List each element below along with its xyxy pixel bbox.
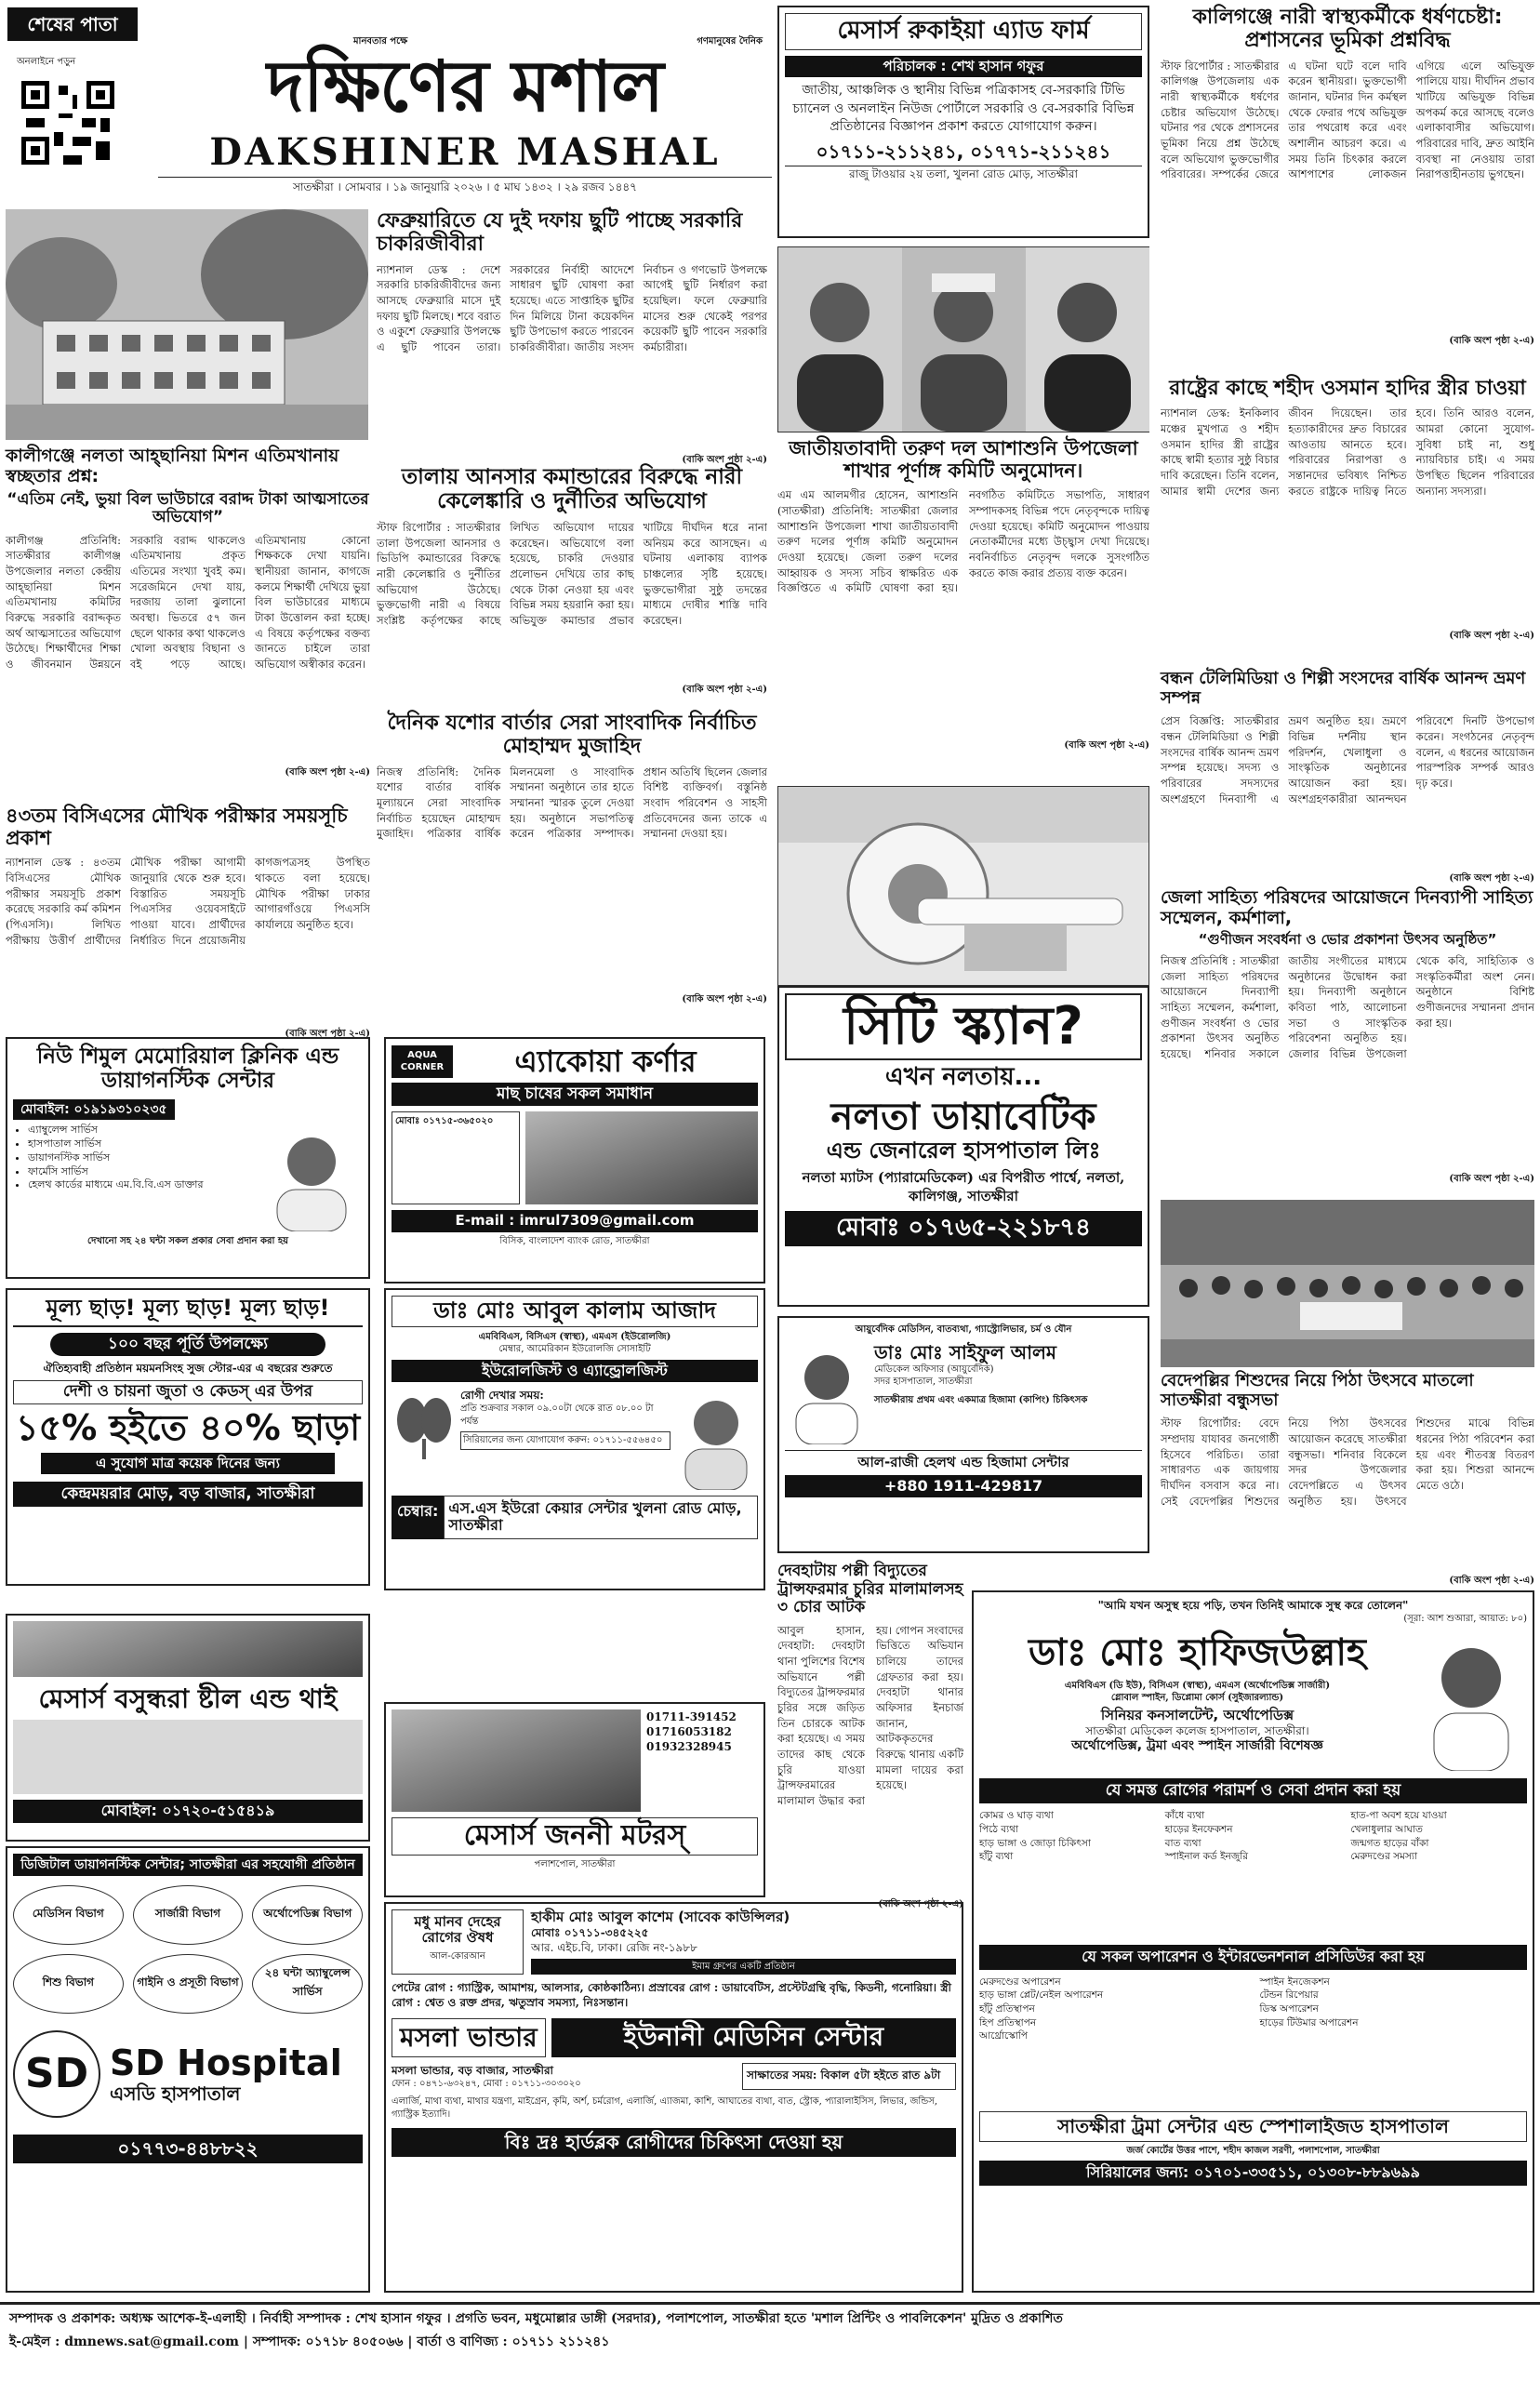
footer-email-link[interactable]: dmnews.sat@gmail.com: [64, 2334, 239, 2349]
story-ansar-continued: (বাকি অংশ পৃষ্ঠা ২-এ): [682, 684, 767, 695]
ad-rukaiya-phone: ০১৭১১-২১১২৪১, ০১৭৭১-২১১২৪১: [816, 140, 1111, 163]
service-item: স্পাইনাল কর্ড ইনজুরি: [1164, 1851, 1248, 1863]
service-item: জন্মগত হাড়ের বাঁকা: [1350, 1837, 1429, 1849]
ad-hafiz-center-address: জর্জ কোর্টের উত্তর পাশে, শহীদ কাজল সরণী, পলাশপোল, সাতক্ষীরা: [1126, 2145, 1380, 2156]
ad-hafiz-fellowship: গ্লোবাল স্পাইন, ডিপ্লোমা কোর্স (সুইজারল্যান্ড): [1110, 1693, 1284, 1704]
story-transformer: [777, 1563, 963, 1935]
story-transformer-body: আবুল হাসান, দেবহাটা: দেবহাটা থানা পুলিশের বিশেষ অভিযানে পল্লী বিদ্যুতের ট্রান্সফরমার চুরির সঙ্গে জড়িত তিন চোরকে আটক করা হয়েছে। এ সময় তাদের কাছ থেকে চুরি যাওয়া ট্রান্সফরমারের মালামাল উদ্ধার করা হয়। গোপন সংবাদের ভিত্তিতে অভিযান চালিয়ে তাদের গ্রেফতার করা হয়। দেবহাটা থানার অফিসার ইনচার্জ জানান, আটককৃতদের বিরুদ্ধে থানায় একটি মামলা দায়ের করা হয়েছে।: [777, 1623, 963, 1808]
service-item: কাঁধে ব্যথা: [1164, 1810, 1205, 1822]
ad-hafiz-quote-ref: (সূরা: আশ শুআরা, আয়াত: ৮০): [1403, 1614, 1527, 1625]
ad-city-scan-address: নলতা ম্যাটস (প্যারামেডিকেল) এর বিপরীত পার্শ্বে, নলতা, কালিগঞ্জ, সাতক্ষীরা: [802, 1168, 1125, 1205]
orphanage-photo: [6, 209, 368, 440]
story-telemedia: [1161, 670, 1534, 884]
story-pitha: [1161, 1372, 1534, 1586]
ad-azad-hours: প্রতি শুক্রবার সকাল ০৯.০০টা থেকে রাত ০৮.০০ টা পর্যন্ত: [460, 1403, 654, 1427]
ad-shimul-service: • হেলথ কার্ডের মাধ্যমে এম.বি.বি.এস ডাক্তার: [28, 1178, 260, 1192]
department-cell: অর্থোপেডিক্স বিভাগ: [252, 1885, 363, 1945]
story-ansar-headline: তালায় আনসার কমান্ডারের বিরুদ্ধে নারী কেলেঙ্কারি ও দুর্নীতির অভিযোগ: [401, 465, 743, 514]
ad-unani: [384, 1902, 963, 2293]
ad-hafiz-services: [979, 1809, 1527, 1939]
operation-item: স্পাইন ইনজেকশন: [1259, 1975, 1330, 1988]
story-orphanage-continued: (বাকি অংশ পৃষ্ঠা ২-এ): [285, 766, 370, 778]
ad-hafiz-degrees: এমবিবিএস (ডি ইউ), বিসিএস (স্বাস্থ্য), এমএস (অর্থোপেডিক্স সার্জারী): [1064, 1680, 1331, 1691]
footer-imprint: সম্পাদক ও প্রকাশক: অধ্যক্ষ আশেক-ই-এলাহী । নির্বাহী সম্পাদক : শেখ হাসান গফুর । প্রগতি ভবন, মধুমোল্লার ডাঙ্গী (সরদার), পলাশপোল, সাতক্ষীরা হতে 'মশাল প্রিন্টিং ও পাবলিকেশন' মুদ্রিত ও প্রকাশিত ই-মেইল : dmnews.sat@gmail.com | সম্পাদক: ০১৭১৮ ৪০৫০৬৬ | বার্তা ও বাণিজ্য : ০১৭১১ ২১১২৪১: [0, 2302, 1540, 2381]
ad-saiful-hospital: সদর হাসপাতাল, সাতক্ষীরা: [874, 1377, 973, 1387]
ad-digital-title: ডিজিটাল ডায়াগনস্টিক সেন্টার; সাতক্ষীরা এর সহযোগী প্রতিষ্ঠান: [13, 1854, 363, 1876]
motorcycles-photo: [392, 1709, 641, 1812]
story-tarun-dal-body: এম এম আলমগীর হোসেন, আশাশুনি (সাতক্ষীরা) প্রতিনিধি: সাতক্ষীরা জেলার আশাশুনি উপজেলা শাখা জাতীয়তাবাদী তরুণ দলের পূর্ণাঙ্গ কমিটি অনুমোদন দেওয়া হয়েছে। জেলা তরুণ দলের আহ্বায়ক ও সদস্য সচিব স্বাক্ষরিত এক বিজ্ঞপ্তিতে এ কমিটি ঘোষণা করা হয়। নবগঠিত কমিটিতে সভাপতি, সাধারণ সম্পাদকসহ বিভিন্ন পদে নেতৃবৃন্দকে দায়িত্ব দেওয়া হয়েছে। কমিটি অনুমোদন পাওয়ায় নেতাকর্মীদের মধ্যে উচ্ছ্বাস দেখা দিয়েছে। নবনির্বাচিত নেতৃবৃন্দ দলকে সুসংগঠিত করতে কাজ করার প্রত্যয় ব্যক্ত করেন।: [777, 488, 1149, 595]
story-journalist-headline: দৈনিক যশোর বার্তার সেরা সাংবাদিক নির্বাচিত মোহাম্মদ মুজাহিদ: [387, 712, 757, 759]
story-kaliganj-nurse-body: স্টাফ রিপোর্টার : সাতক্ষীরার কালিগঞ্জ উপজেলায় এক নারী স্বাস্থ্যকর্মীকে ধর্ষণের চেষ্টার অভিযোগ উঠেছে। ঘটনার পর থেকে প্রশাসনের ভূমিকা নিয়ে প্রশ্ন উঠেছে বলে অভিযোগ ভুক্তভোগীর পরিবারের। সম্পর্কের জেরে এ ঘটনা ঘটে বলে দাবি করেন স্থানীয়রা। ভুক্তভোগী জানান, ঘটনার দিন কর্মস্থল থেকে ফেরার পথে অভিযুক্ত তার পথরোধ করে এবং অশালীন আচরণ করে। এ সময় তিনি চিৎকার করলে আশপাশের লোকজন এগিয়ে এলে অভিযুক্ত পালিয়ে যায়। দীর্ঘদিন প্রভাব খাটিয়ে অভিযুক্ত বিভিন্ন অপকর্ম করে আসছে বলেও এলাকাবাসীর অভিযোগ। পরিবারের দাবি, দ্রুত আইনি ব্যবস্থা না নেওয়ায় তারা নিরাপত্তাহীনতায় ভুগছেন।: [1161, 59, 1534, 181]
masthead-tag-left: মানবতার পক্ষে: [353, 36, 408, 47]
story-holidays-headline: ফেব্রুয়ারিতে যে দুই দফায় ছুটি পাচ্ছে সরকারি চাকরিজীবীরা: [377, 209, 743, 257]
ad-saiful-name: ডাঃ মোঃ সাইফুল আলম: [874, 1340, 1057, 1363]
service-item: কোমর ও ঘাড় ব্যথা: [979, 1810, 1054, 1822]
story-kaliganj-nurse-headline: কালিগঞ্জে নারী স্বাস্থ্যকর্মীকে ধর্ষণচেষ্টা: প্রশাসনের ভূমিকা প্রশ্নবিদ্ধ: [1192, 6, 1503, 53]
ad-aqua-address: বিসিক, বাংলাদেশ ব্যাংক রোড, সাতক্ষীরা: [499, 1235, 650, 1246]
story-orphanage: [6, 446, 370, 800]
story-tarun-dal-headline: জাতীয়তাবাদী তরুণ দল আশাশুনি উপজেলা শাখার পূর্ণাঙ্গ কমিটি অনুমোদন।: [789, 437, 1138, 483]
ad-discount-address: কেন্দ্রময়রার মোড়, বড় বাজার, সাতক্ষীরা: [13, 1482, 363, 1508]
ad-azad-degrees: এমবিবিএস, বিসিএস (স্বাস্থ্য), এমএস (ইউরোলজি): [478, 1331, 671, 1342]
ad-discount: [6, 1288, 370, 1586]
ad-unani-diseases: এলার্জি, মাথা ব্যথা, মাথার যন্ত্রণা, মাইগ্রেন, কৃমি, অর্শ, চর্মরোগ, এলার্জি, এ্যাজমা, কাশি, আঘাতের ব্যথা, বাত, স্ট্রোক, প্যারালাইসিস, লিভার, জন্ডিস, গ্যাস্ট্রিক ইত্যাদি।: [392, 2096, 938, 2120]
ad-unani-left-sub: আল-কোরআন: [430, 1950, 485, 1962]
ad-hafiz-center: সাতক্ষীরা ট্রমা সেন্টার এন্ড স্পেশালাইজড হাসপাতাল: [979, 2111, 1527, 2142]
ad-azad-chamber-label: চেম্বার:: [392, 1496, 444, 1539]
ad-hafiz-operations-title: যে সকল অপারেশন ও ইন্টারভেনশনাল প্রসিডিউর করা হয়: [979, 1945, 1527, 1969]
ad-rukaiya-body: জাতীয়, আঞ্চলিক ও স্থানীয় বিভিন্ন পত্রিকাসহ বে-সরকারি টিভি চ্যানেল ও অনলাইন নিউজ পোর্টালে সরকারি ও বে-সরকারি বিভিন্ন প্রতিষ্ঠানের বিজ্ঞাপন প্রকাশ করতে যোগাযোগ করুন।: [792, 83, 1135, 135]
service-item: বাত ব্যথা: [1164, 1837, 1201, 1849]
ad-unani-hours: সাক্ষাতের সময়: বিকাল ৫টা হইতে রাত ৯টা: [742, 2063, 956, 2091]
ad-saiful-intro: আয়ুর্বেদিক মেডিসিন, বাতব্যথা, গ্যাস্ট্রোলিভার, চর্ম ও যৌন: [855, 1324, 1072, 1335]
ad-unani-doctor-phone: মোবাঃ ০১৭১১-৩৪৫২২৫: [531, 1926, 649, 1940]
ad-steel-phone: মোবাইল: ০১৭২০-৫১৫৪১৯: [13, 1800, 363, 1822]
story-hadi-body: ন্যাশনাল ডেস্ক: ইনকিলাব মঞ্চের মুখপাত্র ও শহীদ ওসমান হাদির স্ত্রী রাষ্ট্রের কাছে স্বামী হত্যার সুষ্ঠু বিচার দাবি করেছেন। তিনি বলেন, আমার স্বামী দেশের জন্য জীবন দিয়েছেন। তার হত্যাকারীদের দ্রুত বিচারের আওতায় আনতে হবে। পরিবারের নিরাপত্তা ও সন্তানদের ভবিষ্যৎ নিশ্চিত করতে রাষ্ট্রকে দায়িত্ব নিতে হবে। তিনি আরও বলেন, আমরা কোনো সুযোগ-সুবিধা চাই না, শুধু ন্যায়বিচার চাই। এ সময় উপস্থিত ছিলেন পরিবারের অন্যান্য সদস্যরা।: [1161, 406, 1534, 498]
ad-saiful-tagline: সাতক্ষীরায় প্রথম এবং একমাত্র হিজামা (কাপিং) চিকিৎসক: [874, 1394, 1088, 1405]
ad-city-scan-line1: এখন নলতায়...: [884, 1063, 1042, 1092]
operation-item: হিপ প্রতিস্থাপন: [979, 2016, 1037, 2029]
ad-motors-phone: 01716053182: [646, 1725, 732, 1739]
department-cell: সার্জারী বিভাগ: [133, 1885, 244, 1945]
operation-item: হাঁটু প্রতিস্থাপন: [979, 2003, 1035, 2015]
ad-steel: [6, 1614, 370, 1842]
story-holidays-body: ন্যাশনাল ডেস্ক : দেশে সরকারি চাকরিজীবীদের জন্য আসছে ফেব্রুয়ারি মাসে দুই দফায় ছুটি মিলছে। শবে বরাত ও একুশে ফেব্রুয়ারি উপলক্ষে এ ছুটি পাবেন তারা। সরকারের নির্বাহী আদেশে সাধারণ ছুটি ঘোষণা করা হয়েছে। এতে সাপ্তাহিক ছুটির দিন মিলিয়ে টানা কয়েকদিন ছুটি উপভোগ করতে পারবেন চাকরিজীবীরা। জাতীয় সংসদ নির্বাচন ও গণভোট উপলক্ষে আগেই ছুটি নির্ধারণ করা হয়েছিল। ফলে ফেব্রুয়ারি মাসের শুরু থেকেই পরপর কয়েকটি ছুটি পাবেন সরকারি কর্মচারীরা।: [377, 262, 767, 353]
masthead-tag-right: গণমানুষের দৈনিক: [697, 36, 763, 47]
story-literature: [1161, 888, 1534, 1195]
ad-aqua-email: E-mail : imrul7309@gmail.com: [392, 1210, 758, 1231]
portrait-2: [902, 247, 1026, 432]
story-pitha-body: স্টাফ রিপোর্টার: বেদে সম্প্রদায় যাযাবর জনগোষ্ঠী হিসেবে পরিচিত। তারা সাধারণত এক জায়গায় দীর্ঘদিন বসবাস করে না। সেই বেদেপল্লির শিশুদের নিয়ে পিঠা উৎসবের আয়োজন করেছে সাতক্ষীরা বন্ধুসভা। শনিবার বিকেলে সদর উপজেলার বেদেপল্লিতে এ উৎসব অনুষ্ঠিত হয়। উৎসবে শিশুদের মাঝে বিভিন্ন ধরনের পিঠা পরিবেশন করা হয় এবং শীতবস্ত্র বিতরণ করা হয়। শিশুরা আনন্দে মেতে ওঠে।: [1161, 1417, 1534, 1508]
service-item: হাঁটু ব্যথা: [979, 1851, 1014, 1863]
story-telemedia-headline: বন্ধন টেলিমিডিয়া ও শিল্পী সংসদের বার্ষিক আনন্দ ভ্রমণ সম্পন্ন: [1161, 669, 1526, 708]
ad-hafiz-serial: সিরিয়ালের জন্য: ০১৭০১-৩৩৫১১, ০১৩০৮-৮৮৯৬৯৯: [979, 2161, 1527, 2185]
story-tarun-dal-continued: (বাকি অংশ পৃষ্ঠা ২-এ): [1064, 740, 1149, 752]
ad-aqua-subtitle: মাছ চাষের সকল সমাধান: [392, 1083, 758, 1107]
story-literature-headline: জেলা সাহিত্য পরিষদের আয়োজনে দিনব্যাপী সাহিত্য সম্মেলন, কর্মশালা,: [1161, 887, 1533, 928]
ad-rukaiya-owner: পরিচালক : শেখ হাসান গফুর: [785, 56, 1142, 77]
operation-item: ডিস্ক অপারেশন: [1259, 2003, 1319, 2015]
story-ansar: [377, 465, 767, 707]
ad-shimul-note: দেখানো সহ ২৪ ঘন্টা সকল প্রকার সেবা প্রদান করা হয়: [87, 1235, 288, 1246]
ad-rukaiya-address: রাজু টাওয়ার ২য় তলা, খুলনা রোড মোড়, সাতক্ষীরা: [785, 166, 1142, 181]
online-label: অনলাইনে পড়ুন: [17, 57, 76, 67]
ad-unani-footer: বিঃ দ্রঃ হার্ডব্লক রোগীদের চিকিৎসা দেওয়া হয়: [392, 2128, 956, 2157]
ct-scan-photo: [777, 786, 1149, 986]
ad-shimul-title: নিউ শিমুল মেমোরিয়াল ক্লিনিক এন্ড ডায়াগনস্টিক সেন্টার: [36, 1044, 339, 1094]
ad-azad-chamber: এস.এস ইউরো কেয়ার সেন্টার খুলনা রোড মোড়, সাতক্ষীরা: [444, 1496, 758, 1539]
story-telemedia-continued: (বাকি অংশ পৃষ্ঠা ২-এ): [1449, 873, 1534, 885]
service-item: হাড় ভাঙ্গা ও জোড়া চিকিৎসা: [979, 1837, 1091, 1849]
story-bcs-body: ন্যাশনাল ডেস্ক : ৪৩তম বিসিএসের মৌখিক পরীক্ষার সময়সূচি প্রকাশ করেছে সরকারি কর্ম কমিশন (পিএসসি)। লিখিত পরীক্ষায় উত্তীর্ণ প্রার্থীদের মৌখিক পরীক্ষা আগামী জানুয়ারি থেকে শুরু হবে। বিস্তারিত সময়সূচি পিএসসির ওয়েবসাইটে পাওয়া যাবে। প্রার্থীদের নির্ধারিত দিনে প্রয়োজনীয় কাগজপত্রসহ উপস্থিত থাকতে বলা হয়েছে। মৌখিক পরীক্ষা ঢাকার আগারগাঁওয়ে পিএসসি কার্যালয়ে অনুষ্ঠিত হবে।: [6, 856, 370, 947]
ad-aqua-title: এ্যাকোয়া কর্ণার: [514, 1044, 697, 1079]
story-kaliganj-nurse: [1161, 6, 1534, 374]
kidney-icon: [392, 1388, 457, 1462]
tarun-dal-photos: [777, 246, 1149, 432]
page-label: শেষের পাতা: [7, 7, 138, 41]
operation-item: আর্থ্রোস্কোপি: [979, 2030, 1028, 2042]
ad-motors-title: মেসার্স জননী মটরস্: [392, 1817, 758, 1856]
story-holidays-continued: (বাকি অংশ পৃষ্ঠা ২-এ): [682, 454, 767, 465]
ad-hafiz-name: ডাঃ মোঃ হাফিজউল্লাহ: [1029, 1630, 1366, 1674]
ad-discount-offer: ১৫% হইতে ৪০% ছাড়া: [15, 1406, 361, 1448]
department-cell: মেডিসিন বিভাগ: [13, 1885, 124, 1945]
story-orphanage-subhead: “এতিম নেই, ভুয়া বিল ভাউচারে বরাদ্দ টাকা আত্মসাতের অভিযোগ”: [7, 489, 369, 527]
ad-shimul-services: [13, 1124, 260, 1231]
ad-saiful-center: আল-রাজী হেলথ এন্ড হিজামা সেন্টার: [785, 1450, 1142, 1470]
steel-photo: [13, 1621, 363, 1677]
ad-discount-items: দেশী ও চায়না জুতা ও কেডস্ এর উপর: [13, 1380, 363, 1404]
portrait-1: [778, 247, 902, 432]
ad-dr-saiful: [777, 1316, 1149, 1553]
ad-hafiz-quote: "আমি যখন অসুস্থ হয়ে পড়ি, তখন তিনিই আমাকে সুস্থ করে তোলেন": [1097, 1599, 1409, 1612]
ad-hafiz-portrait: [1415, 1631, 1527, 1771]
story-pitha-headline: বেদেপল্লির শিশুদের নিয়ে পিঠা উৎসবে মাতলো সাতক্ষীরা বন্ধুসভা: [1161, 1371, 1474, 1410]
ad-dr-azad: [384, 1288, 765, 1590]
footer-ad-phone: বার্তা ও বাণিজ্য : ০১৭১১ ২১১২৪১: [417, 2334, 610, 2349]
ad-azad-hours-label: রোগী দেখার সময়:: [460, 1388, 544, 1402]
story-hadi-headline: রাষ্ট্রের কাছে শহীদ ওসমান হাদির স্ত্রীর চাওয়া: [1169, 377, 1526, 400]
footer-email-label: ই-মেইল :: [9, 2334, 60, 2349]
ad-dr-hafiz: [972, 1590, 1534, 2293]
ad-motors: [384, 1702, 765, 1897]
ad-shimul-service: • এ্যাম্বুলেন্স সার্ভিস: [28, 1124, 260, 1137]
story-bcs-continued: (বাকি অংশ পৃষ্ঠা ২-এ): [285, 1029, 370, 1040]
department-cell: ২৪ ঘন্টা অ্যাম্বুলেন্স সার্ভিস: [252, 1954, 363, 2014]
story-hadi: [1161, 377, 1534, 665]
ad-hafiz-operations: [979, 1975, 1527, 2106]
ad-shimul-service: • ফার্মেসি সার্ভিস: [28, 1165, 260, 1179]
story-transformer-headline: দেবহাটায় পল্লী বিদ্যুতের ট্রান্সফরমার চুরির মালামালসহ ৩ চোর আটক: [777, 1562, 963, 1617]
ad-city-scan-name: নলতা ডায়াবেটিক: [830, 1096, 1096, 1139]
ad-city-scan-title: সিটি স্ক্যান?: [785, 993, 1142, 1060]
story-transformer-continued: (বাকি অংশ পৃষ্ঠা ২-এ): [878, 1898, 963, 1909]
sd-logo-icon: SD: [13, 2030, 100, 2118]
ad-unani-name2: ইউনানী মেডিসিন সেন্টার: [551, 2018, 956, 2057]
story-orphanage-body: কালীগঞ্জ প্রতিনিধি: সাতক্ষীরার কালীগঞ্জ উপজেলার নলতা কেন্দ্রীয় আহ্ছানিয়া মিশন এতিমখানায় কমিটির বিরুদ্ধে সরকারি বরাদ্দকৃত অর্থ আত্মসাতের অভিযোগ উঠেছে। শিক্ষার্থীদের শিক্ষা ও জীবনমান উন্নয়নে সরকারি বরাদ্দ থাকলেও এতিমখানায় প্রকৃত এতিমের সংখ্যা খুবই কম। সরেজমিনে দেখা যায়, দরজায় তালা ঝুলানো অবস্থা। ভিতরে ৫৭ জন ছেলে থাকার কথা থাকলেও খোলা অবস্থায় বিছানা ও বই পড়ে আছে। এতিমখানায় কোনো শিক্ষককে দেখা যায়নি। স্থানীয়রা জানান, কাগজে কলমে শিক্ষার্থী দেখিয়ে ভুয়া বিল ভাউচারের মাধ্যমে টাকা উত্তোলন করা হচ্ছে। এ বিষয়ে কর্তৃপক্ষের বক্তব্য জানতে চাইলে তারা অভিযোগ অস্বীকার করেন।: [6, 533, 370, 672]
ad-discount-limited: এ সুযোগ মাত্র কয়েক দিনের জন্য: [41, 1453, 335, 1474]
aqua-product-photo: [525, 1111, 758, 1204]
ad-aqua-corner: [384, 1037, 765, 1284]
story-holidays: [377, 209, 767, 465]
ad-shimul-service: • হাসপাতাল সার্ভিস: [28, 1137, 260, 1151]
rally-photo: [1161, 1200, 1534, 1367]
ad-azad-name: ডাঃ মোঃ আবুল কালাম আজাদ: [392, 1296, 758, 1327]
ad-digital-hospital: SD Hospital: [110, 2042, 342, 2083]
ad-city-scan-phone: মোবাঃ ০১৭৬৫-২২১৮৭৪: [785, 1211, 1142, 1246]
ad-unani-name1: মসলা ভান্ডার: [392, 2018, 546, 2057]
ad-discount-occasion: ১০০ বছর পূর্তি উপলক্ষ্যে: [50, 1333, 325, 1357]
portrait-3: [1026, 247, 1149, 432]
masthead-title-en: DAKSHINER MASHAL: [209, 130, 721, 174]
ad-motors-phone: 01932328945: [646, 1740, 732, 1754]
story-bcs-headline: ৪৩তম বিসিএসের মৌখিক পরীক্ষার সময়সূচি প্রকাশ: [6, 805, 348, 850]
story-journalist-body: নিজস্ব প্রতিনিধি: দৈনিক যশোর বার্তার বার্ষিক মূল্যায়নে সেরা সাংবাদিক নির্বাচিত হয়েছেন মোহাম্মদ মুজাহিদ। পত্রিকার বার্ষিক মিলনমেলা ও সাংবাদিক সম্মাননা অনুষ্ঠানে তার হাতে সম্মাননা স্মারক তুলে দেওয়া হয়। অনুষ্ঠানে সভাপতিত্ব করেন পত্রিকার সম্পাদক। প্রধান অতিথি ছিলেন জেলার বিশিষ্ট ব্যক্তিবর্গ। বস্তুনিষ্ঠ সংবাদ পরিবেশন ও সাহসী প্রতিবেদনের জন্য তাকে এ সম্মাননা দেওয়া হয়।: [377, 765, 767, 841]
masthead-title-bn: দক্ষিণের মশাল: [267, 45, 663, 127]
ad-saiful-portrait: [785, 1342, 869, 1444]
ad-unani-phones: ফোন : ০৪৭১-৬৩২৪৭, মোবা : ০১৭১১-৩০৩০২০: [392, 2078, 581, 2089]
operation-item: টেন্ডন রিপেয়ার: [1259, 1989, 1319, 2002]
ad-rukaiya: [777, 6, 1149, 238]
ad-aqua-brand: AQUA CORNER: [392, 1045, 453, 1078]
masthead-dateline: সাতক্ষীরা । সোমবার । ১৯ জানুয়ারি ২০২৬ । ৫ মাঘ ১৪৩২ । ২৯ রজব ১৪৪৭: [158, 177, 772, 194]
ad-discount-shop: ঐতিহ্যবাহী প্রতিষ্ঠান ময়মনসিংহ সুজ স্টোর-এর এ বছরের শুরুতে: [43, 1362, 333, 1376]
ad-unani-group: ইমাম গ্রুপের একটি প্রতিষ্ঠান: [531, 1959, 956, 1975]
ad-azad-specialty: ইউরোলজিস্ট ও এ্যান্ড্রোলজিস্ট: [392, 1360, 758, 1382]
ad-unani-desc: পেটের রোগ : গ্যাস্ট্রিক, আমাশয়, আলসার, কোষ্ঠকাঠিন্য। প্রস্রাবের রোগ : ডায়াবেটিস, প্রস্টেটগ্রন্থি বৃদ্ধি, কিডনী, গনোরিয়া। স্ত্রী রোগ : শ্বেত ও রক্ত প্রদর, ঋতুস্রাব সমস্যা, নিঃসন্তান।: [392, 1981, 951, 2010]
service-item: মেরুদণ্ডের সমস্যা: [1350, 1851, 1418, 1863]
story-journalist: [377, 712, 767, 1023]
ad-digital-hospital-bn: এসডি হাসপাতাল: [110, 2082, 241, 2106]
ad-digital-phone: ০১৭৭৩-৪৪৮৮২২: [13, 2135, 363, 2163]
ad-saiful-phone: +880 1911-429817: [785, 1475, 1142, 1497]
ad-saiful-degree: মেডিকেল অফিসার (আয়ুর্বেদিক): [874, 1363, 994, 1375]
ad-digital-diagnostic: [6, 1846, 370, 2293]
ad-shimul-phone: মোবাইল: ০১৯১৯৩১০২৩৫: [13, 1099, 175, 1120]
story-literature-body: নিজস্ব প্রতিনিধি : সাতক্ষীরা জেলা সাহিত্য পরিষদের আয়োজনে দিনব্যাপী সাহিত্য সম্মেলন, কর্মশালা, গুণীজন সংবর্ধনা ও ভোর প্রকাশনা উৎসব অনুষ্ঠিত হয়েছে। শনিবার সকালে জাতীয় সংগীতের মাধ্যমে অনুষ্ঠানের উদ্বোধন করা হয়। দিনব্যাপী অনুষ্ঠানে কবিতা পাঠ, আলোচনা সভা ও সাংস্কৃতিক পরিবেশনা অনুষ্ঠিত হয়। জেলার বিভিন্ন উপজেলা থেকে কবি, সাহিত্যিক ও সংস্কৃতিকর্মীরা অংশ নেন। অনুষ্ঠানে বিশিষ্ট গুণীজনদের সম্মাননা প্রদান করা হয়।: [1161, 953, 1534, 1060]
story-literature-continued: (বাকি অংশ পৃষ্ঠা ২-এ): [1449, 1173, 1534, 1184]
footer-editor-phone: সম্পাদক: ০১৭১৮ ৪০৫০৬৬: [252, 2334, 404, 2349]
department-cell: গাইনি ও প্রসূতী বিভাগ: [133, 1954, 244, 2014]
ad-motors-address: পলাশপোল, সাতক্ষীরা: [534, 1858, 616, 1869]
service-item: পিঠে ব্যথা: [979, 1823, 1019, 1835]
ad-city-scan-name2: এন্ড জেনারেল হাসপাতাল লিঃ: [826, 1137, 1101, 1164]
story-telemedia-body: প্রেস বিজ্ঞপ্তি: সাতক্ষীরার বন্ধন টেলিমিডিয়া ও শিল্পী সংসদের বার্ষিক আনন্দ ভ্রমণ সম্পন্ন হয়েছে। সদস্য ও পরিবারের সদস্যদের অংশগ্রহণে দিনব্যাপী এ ভ্রমণ অনুষ্ঠিত হয়। ভ্রমণে বিভিন্ন দর্শনীয় স্থান পরিদর্শন, খেলাধুলা ও সাংস্কৃতিক অনুষ্ঠানের আয়োজন করা হয়। অংশগ্রহণকারীরা আনন্দঘন পরিবেশে দিনটি উপভোগ করেন। সংগঠনের নেতৃবৃন্দ বলেন, এ ধরনের আয়োজন পারস্পরিক সম্পর্ক আরও দৃঢ় করে।: [1161, 714, 1534, 805]
story-bcs: [6, 805, 370, 1040]
story-orphanage-headline: কালীগঞ্জে নলতা আহ্ছানিয়া মিশন এতিমখানায় স্বচ্ছতার প্রশ্ন:: [6, 446, 339, 486]
ad-motors-phone: 01711-391452: [646, 1710, 737, 1723]
qr-code[interactable]: [17, 76, 119, 169]
story-kaliganj-nurse-continued: (বাকি অংশ পৃষ্ঠা ২-এ): [1449, 335, 1534, 346]
ad-shimul-service: • ডায়াগনস্টিক সার্ভিস: [28, 1151, 260, 1165]
ad-steel-title: মেসার্স বসুন্ধরা ষ্টীল এন্ড থাই: [38, 1683, 338, 1714]
operation-item: মেরুদণ্ডের অপারেশন: [979, 1975, 1061, 1988]
operation-item: হাড়ের টিউমার অপারেশন: [1259, 2016, 1359, 2029]
ad-unani-reg: আর. এইচ.বি, ঢাকা। রেজি নং-১৯৮৮: [531, 1941, 697, 1955]
ad-hafiz-college: সাতক্ষীরা মেডিকেল কলেজ হাসপাতাল, সাতক্ষীরা।: [1085, 1723, 1309, 1737]
ad-hafiz-position: সিনিয়র কনসালটেন্ট, অর্থোপেডিক্স: [1100, 1706, 1294, 1723]
steel-products-strip: [13, 1720, 363, 1794]
service-item: হাত-পা অবশ হয়ে যাওয়া: [1350, 1810, 1447, 1822]
ad-city-scan: [777, 986, 1149, 1307]
ad-discount-banner: মূল্য ছাড়! মূল্য ছাড়! মূল্য ছাড়!: [13, 1296, 363, 1327]
ad-unani-left-title: মধু মানব দেহের রোগের ঔষধ: [414, 1913, 501, 1947]
ad-hafiz-specialty: অর্থোপেডিক্স, ট্রমা এবং স্পাইন সার্জারী বিশেষজ্ঞ: [1071, 1738, 1323, 1754]
ad-unani-address: মসলা ভান্ডার, বড় বাজার, সাতক্ষীরা: [392, 2063, 554, 2077]
ad-hafiz-services-title: যে সমস্ত রোগের পরামর্শ ও সেবা প্রদান করা হয়: [979, 1778, 1527, 1804]
operation-item: হাড় ভাঙ্গা প্লেট/নেইল অপারেশন: [979, 1989, 1104, 2002]
service-item: হাড়ের ইনফেকশন: [1164, 1823, 1233, 1835]
story-ansar-body: স্টাফ রিপোর্টার : সাতক্ষীরার তালা উপজেলা আনসার ও ভিডিপি কমান্ডারের বিরুদ্ধে নারী কেলেঙ্কারি ও দুর্নীতির অভিযোগ উঠেছে। ভুক্তভোগী নারী এ বিষয়ে সংশ্লিষ্ট কর্তৃপক্ষের কাছে লিখিত অভিযোগ দায়ের করেছেন। অভিযোগে বলা হয়েছে, চাকরি দেওয়ার প্রলোভন দেখিয়ে তার কাছ থেকে টাকা নেওয়া হয় এবং বিভিন্ন সময় হয়রানি করা হয়। অভিযুক্ত কমান্ডার প্রভাব খাটিয়ে দীর্ঘদিন ধরে নানা অনিয়ম করে আসছেন। এ ঘটনায় এলাকায় ব্যাপক চাঞ্চল্যের সৃষ্টি হয়েছে। ভুক্তভোগীরা সুষ্ঠু তদন্তের মাধ্যমে দোষীর শাস্তি দাবি করেছেন।: [377, 520, 767, 627]
ad-aqua-phone: মোবাঃ ০১৭১৫-৩৬৫০২০: [392, 1111, 520, 1204]
story-journalist-continued: (বাকি অংশ পৃষ্ঠা ২-এ): [682, 993, 767, 1004]
ad-rukaiya-title: মেসার্স রুকাইয়া এ্যাড ফার্ম: [785, 13, 1142, 50]
ad-unani-doctor: হাকীম মোঃ আবুল কাশেম (সাবেক কাউন্সিলর): [531, 1909, 790, 1925]
service-item: খেলাধুলার আঘাত: [1350, 1823, 1423, 1835]
ad-shimul-clinic: [6, 1037, 370, 1279]
story-literature-subhead: “গুণীজন সংবর্ধনা ও ভোর প্রকাশনা উৎসব অনুষ্ঠিত”: [1198, 930, 1497, 948]
ad-azad-portrait: [674, 1388, 758, 1490]
story-hadi-continued: (বাকি অংশ পৃষ্ঠা ২-এ): [1449, 631, 1534, 642]
ad-azad-serial: সিরিয়ালের জন্য যোগাযোগ করুন: ০১৭১১-৫৫৬৪৫০: [460, 1431, 670, 1450]
story-tarun-dal: [777, 437, 1149, 781]
doctor-portrait: [260, 1120, 363, 1231]
footer-line1: সম্পাদক ও প্রকাশক: অধ্যক্ষ আশেক-ই-এলাহী । নির্বাহী সম্পাদক : শেখ হাসান গফুর । প্রগতি ভবন, মধুমোল্লার ডাঙ্গী (সরদার), পলাশপোল, সাতক্ষীরা হতে 'মশাল প্রিন্টিং ও পাবলিকেশন' মুদ্রিত ও প্রকাশিত: [9, 2311, 1063, 2326]
story-pitha-continued: (বাকি অংশ পৃষ্ঠা ২-এ): [1449, 1576, 1534, 1587]
ad-azad-member: মেম্বার, আমেরিকান ইউরোলজি সোসাইটি: [498, 1344, 651, 1355]
department-grid: [13, 1885, 363, 2014]
department-cell: শিশু বিভাগ: [13, 1954, 124, 2014]
